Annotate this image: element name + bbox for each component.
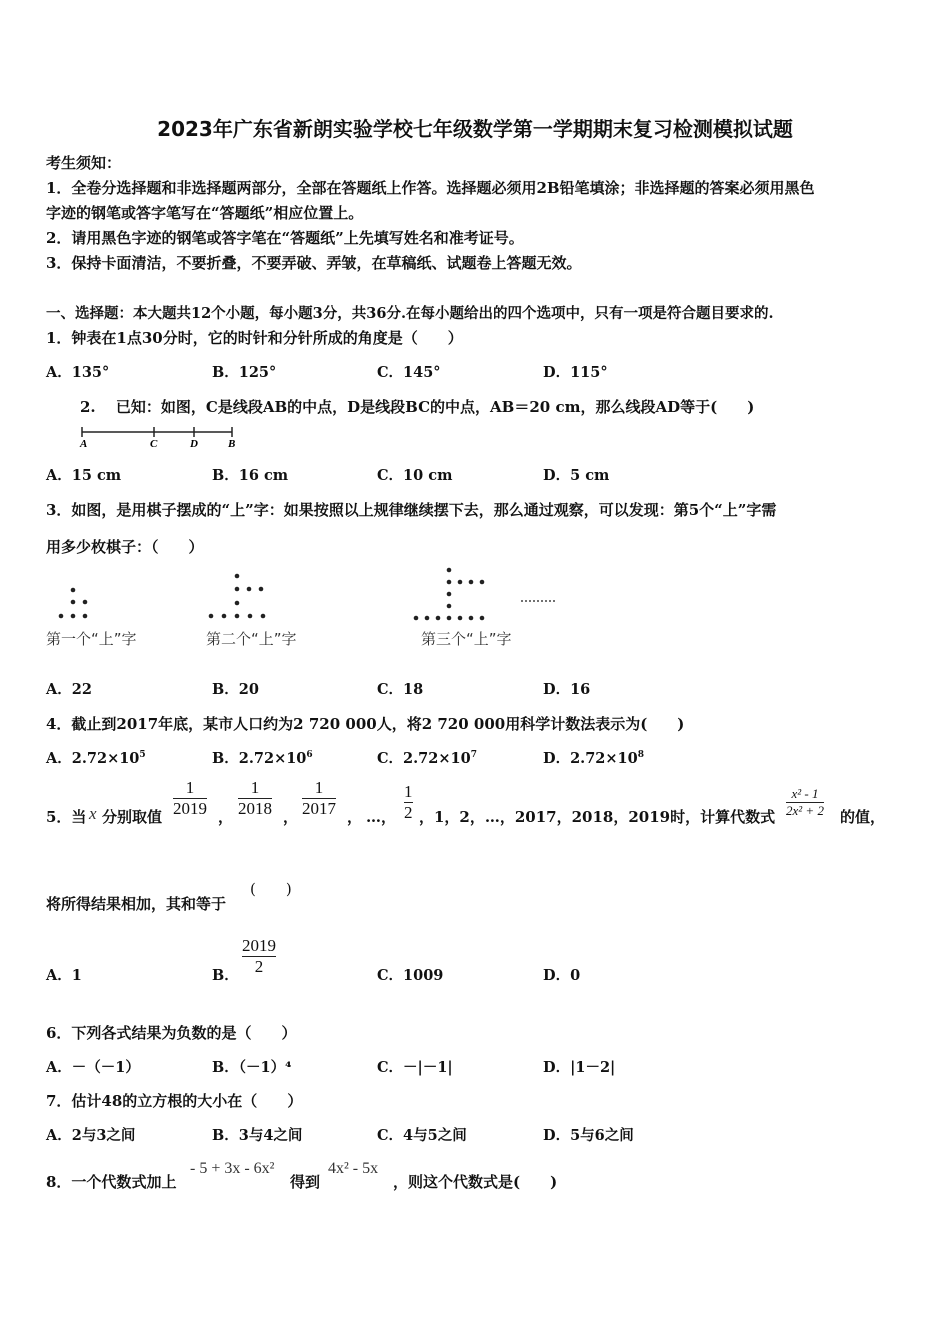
q3-caption-2: 第二个“上”字 [206,630,297,648]
q7-option-c[interactable]: C．4与5之间 [377,1127,467,1144]
q7-stem: 7．估计48的立方根的大小在（ ） [46,1092,303,1110]
q5-sep-3: ， [347,808,363,826]
q5-sep-1: ， [218,808,234,826]
q3-caption-3: 第三个“上”字 [421,630,512,648]
notice-heading: 考生须知： [46,154,122,172]
q1-option-a[interactable]: A．135° [46,364,110,381]
q7-option-a[interactable]: A．2与3之间 [46,1127,136,1144]
q5-sep-2: ， [283,808,299,826]
q8-expression-2: 4x² - 5x [328,1160,379,1177]
q8-mid: 得到 [290,1173,321,1191]
q6-option-d[interactable]: D．|1－2| [543,1059,616,1076]
q3-stem-cont: 用多少枚棋子：（ ） [46,538,204,556]
q3-chess-figure [40,565,580,625]
q5-paren: ( ) [250,880,292,898]
q1-option-d[interactable]: D．115° [543,364,608,381]
page-title: 2023年广东省新朗实验学校七年级数学第一学期期末复习检测模拟试题 [157,117,793,141]
q5-expression: x² - 1 2x² + 2 [786,786,824,818]
label-a: A [80,438,88,450]
q5-option-d[interactable]: D．0 [543,967,581,984]
notice-item-1: 1．全卷分选择题和非选择题两部分，全部在答题纸上作答。选择题必须用2B铅笔填涂；非选择题的答案必须用黑色 [46,179,815,197]
q7-option-d[interactable]: D．5与6之间 [543,1127,634,1144]
chess-figure-1 [59,588,88,619]
q6-option-a[interactable]: A．－（－1） [46,1059,140,1076]
q8-expression-1: - 5 + 3x - 6x² [190,1160,275,1177]
label-b: B [228,438,236,450]
notice-item-3: 3．保持卡面清洁，不要折叠，不要弄破、弄皱，在草稿纸、试题卷上答题无效。 [46,254,582,272]
q4-option-c[interactable]: C．$2.72\times 10^7$ [377,750,477,767]
q5-var: x [89,804,97,823]
notice-item-1-cont: 字迹的钢笔或答字笔写在“答题纸”相应位置上。 [46,204,364,222]
q3-option-c[interactable]: C．18 [377,681,424,698]
q5-fraction-4: 1 2 [404,782,413,822]
q2-segment-figure [78,424,238,450]
label-c: C [150,438,158,450]
q5-stem-cont: 将所得结果相加，其和等于 [46,895,227,913]
chess-figure-2 [209,574,266,619]
notice-item-2: 2．请用黑色字迹的钢笔或答字笔在“答题纸”上先填写姓名和准考证号。 [46,229,524,247]
q6-option-c[interactable]: C．－|－1| [377,1059,453,1076]
q5-fraction-2: 1 2018 [238,778,272,818]
q3-option-d[interactable]: D．16 [543,681,591,698]
q2-stem: 2. 已知：如图，C是线段AB的中点，D是线段BC的中点，AB＝20 cm，那么线段AD等于( ) [80,398,755,416]
q5-option-a[interactable]: A．1 [46,967,82,984]
section-heading: 一、选择题：本大题共12个小题，每小题3分，共36分.在每小题给出的四个选项中，只有一项是符合题目要求的. [46,305,774,322]
q5-fraction-1: 1 2019 [173,778,207,818]
q2-option-b[interactable]: B．16 cm [212,467,289,484]
q5-tail: 的值， [840,808,886,826]
q4-option-a[interactable]: A．$2.72\times 10^5$ [46,750,146,767]
q8-lead: 8．一个代数式加上 [46,1173,177,1191]
chess-figure-3 [414,568,485,621]
q5-dots: …， [366,808,397,826]
q3-option-a[interactable]: A．22 [46,681,92,698]
q4-stem: 4．截止到2017年底，某市人口约为2 720 000人，将2 720 000用科学计数法表示为( ) [46,715,685,733]
q3-option-b[interactable]: B．20 [212,681,259,698]
q8-tail: ，则这个代数式是( ) [393,1173,558,1191]
q2-option-a[interactable]: A．15 cm [46,467,122,484]
q5-lead: 5．当 [46,808,87,826]
label-d: D [190,438,198,450]
q6-option-b[interactable]: B．（－1）⁴ [212,1059,292,1076]
q4-option-b[interactable]: B．$2.72\times 10^6$ [212,750,313,767]
q5-mid: 分别取值 [102,808,163,826]
q6-stem: 6．下列各式结果为负数的是（ ） [46,1024,297,1042]
q4-option-d[interactable]: D．$2.72\times 10^8$ [543,750,644,767]
q5-option-b-fraction[interactable]: 2019 2 [242,936,276,976]
q2-option-d[interactable]: D．5 cm [543,467,610,484]
q5-fraction-3: 1 2017 [302,778,336,818]
q1-option-b[interactable]: B．125° [212,364,277,381]
q5-option-b[interactable]: B． [212,967,239,984]
q3-caption-1: 第一个“上”字 [46,630,137,648]
q7-option-b[interactable]: B．3与4之间 [212,1127,303,1144]
q3-stem: 3．如图，是用棋子摆成的“上”字：如果按照以上规律继续摆下去，那么通过观察，可以发现：第5个“上”字需 [46,501,777,519]
q1-stem: 1．钟表在1点30分时，它的时针和分针所成的角度是（ ） [46,329,463,347]
q1-option-c[interactable]: C．145° [377,364,441,381]
q5-option-c[interactable]: C．1009 [377,967,444,984]
q2-option-c[interactable]: C．10 cm [377,467,453,484]
q5-list: ，1，2，…，2017，2018，2019时，计算代数式 [419,808,776,826]
ellipsis-dots [521,600,555,602]
